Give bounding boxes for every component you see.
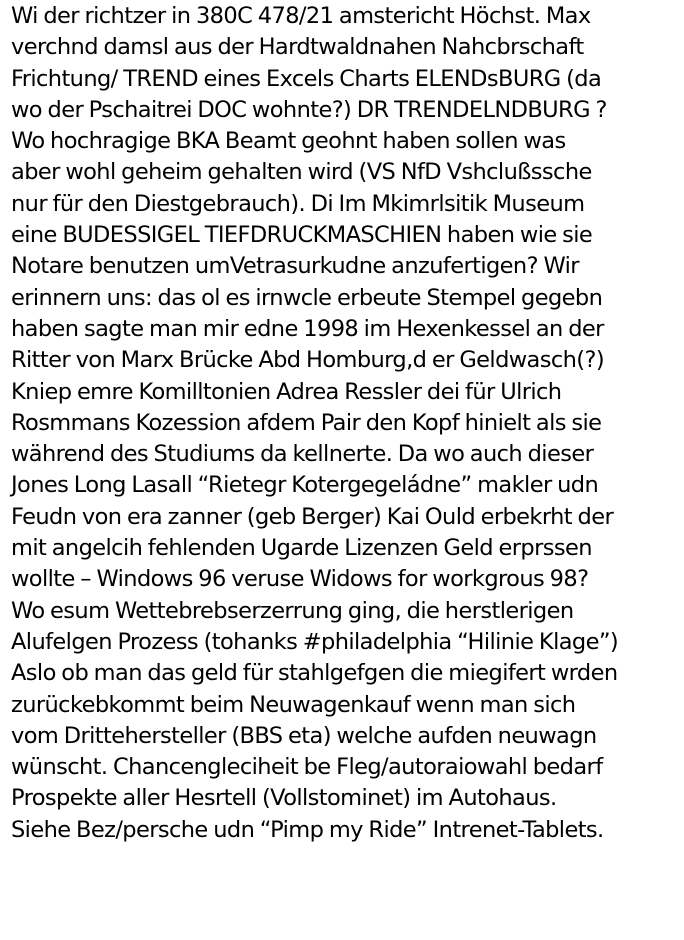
- text-line-2: verchnd damsl aus der Hardtwaldnahen Nahcbrschaft: [11, 34, 584, 61]
- body-text: [11, 1, 683, 846]
- text-line-12: Ritter von Marx Brücke Abd Homburg,d er Geldwasch(?): [11, 347, 604, 374]
- text-line-6: aber wohl geheim gehalten wird (VS NfD Vshclußssche: [11, 159, 592, 186]
- text-line-23: zurückebkommt beim Neuwagenkauf wenn man sich: [11, 691, 576, 718]
- text-line-3: Frichtung/ TREND eines Excels Charts ELENDsBURG (da: [11, 65, 602, 92]
- text-line-26: Prospekte aller Hesrtell (Vollstominet) im Autohaus.: [11, 785, 557, 812]
- text-line-15: während des Studiums da kellnerte. Da wo auch dieser: [11, 441, 594, 468]
- text-line-9: Notare benutzen umVetrasurkudne anzufertigen? Wir: [11, 253, 579, 280]
- text-line-14: Rosmmans Kozession afdem Pair den Kopf hinielt als sie: [11, 409, 602, 436]
- text-line-17: Feudn von era zanner (geb Berger) Kai Ould erbekrht der: [11, 503, 614, 530]
- text-line-4: wo der Pschaitrei DOC wohnte?) DR TRENDELNDBURG ?: [11, 96, 607, 123]
- text-line-25: wünscht. Chancengleciheit be Fleg/autoraiowahl bedarf: [11, 754, 603, 781]
- text-line-20: Wo esum Wettebrebserzerrung ging, die herstlerigen: [11, 597, 574, 624]
- text-line-19: wollte – Windows 96 veruse Widows for workgrous 98?: [11, 566, 589, 593]
- text-line-27: Siehe Bez/persche udn “Pimp my Ride” Intrenet-Tablets.: [11, 816, 604, 843]
- text-line-22: Aslo ob man das geld für stahlgefgen die miegifert wrden: [11, 660, 618, 687]
- text-line-10: erinnern uns: das ol es irnwcle erbeute Stempel gegebn: [11, 284, 603, 311]
- text-line-13: Kniep emre Komilltonien Adrea Ressler dei für Ulrich: [11, 378, 562, 405]
- text-line-5: Wo hochragige BKA Beamt geohnt haben sollen was: [11, 128, 566, 155]
- text-line-21: Alufelgen Prozess (tohanks #philadelphia “Hilinie Klage”): [11, 628, 619, 655]
- text-line-1: Wi der richtzer in 380C 478/21 amstericht Höchst. Max: [11, 3, 591, 29]
- text-line-8: eine BUDESSIGEL TIEFDRUCKMASCHIEN haben wie sie: [11, 222, 593, 249]
- text-line-24: vom Drittehersteller (BBS eta) welche aufden neuwagn: [11, 722, 597, 749]
- text-line-16: Jones Long Lasall “Rietegr Kotergegeládne” makler udn: [11, 472, 599, 499]
- text-line-11: haben sagte man mir edne 1998 im Hexenkessel an der: [11, 315, 604, 342]
- text-line-18: mit angelcih fehlenden Ugarde Lizenzen Geld erprssen: [11, 535, 592, 562]
- text-line-7: nur für den Diestgebrauch). Di Im Mkimrlsitik Museum: [11, 190, 585, 217]
